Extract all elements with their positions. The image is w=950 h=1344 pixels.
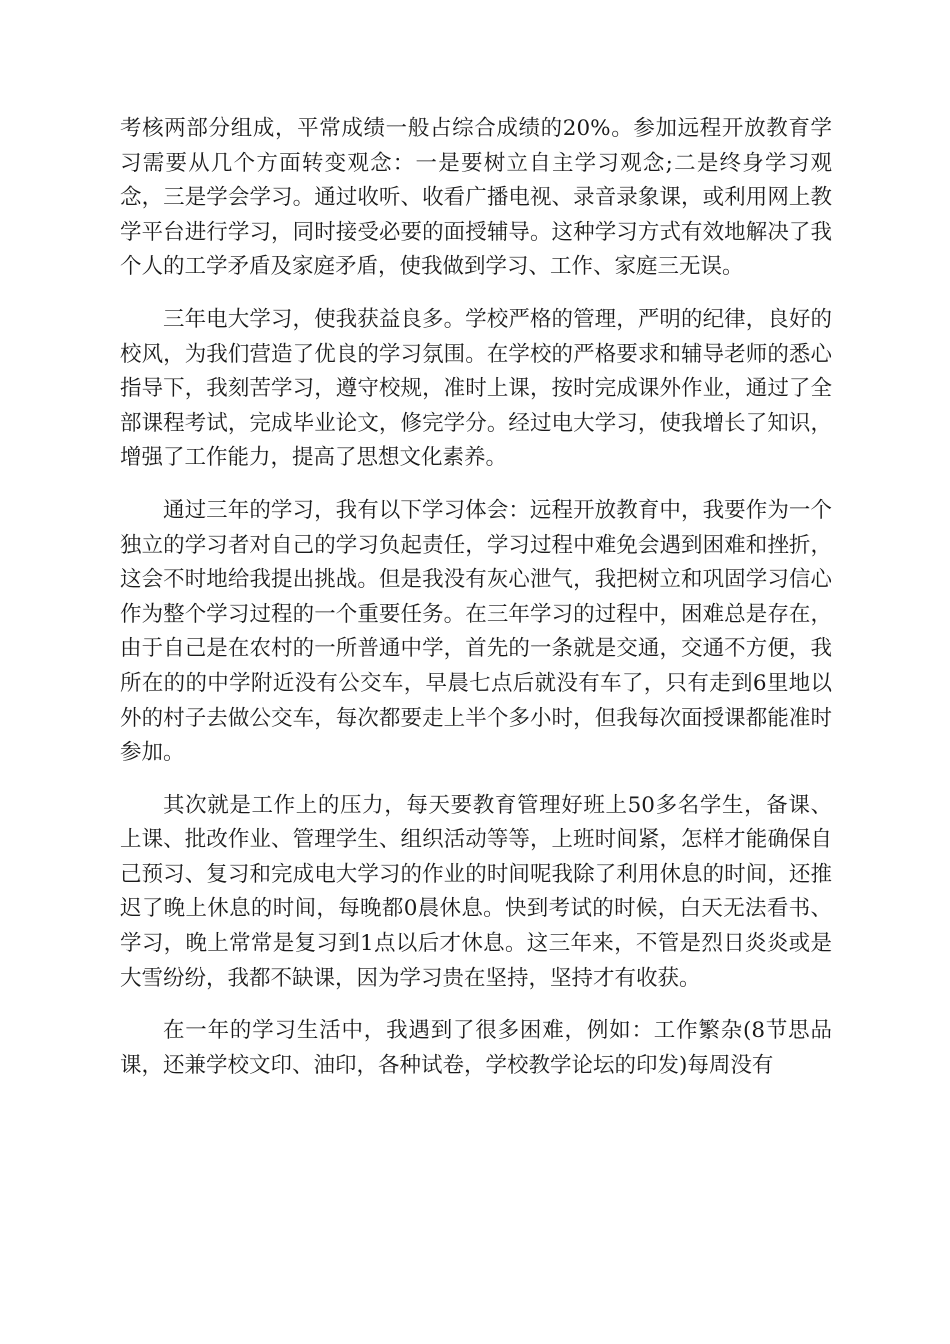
paragraph-2: 三年电大学习，使我获益良多。学校严格的管理，严明的纪律，良好的校风，为我们营造了优良的学习氛围。在学校的严格要求和辅导老师的悉心指导下，我刻苦学习，遵守校规，准时上课，按时完成课外作业，通过了全部课程考试，完成毕业论文，修完学分。经过电大学习，使我增长了知识，增强了工作能力，提高了思想文化素养。 [120, 306, 832, 471]
paragraph-5: 在一年的学习生活中，我遇到了很多困难，例如：工作繁杂(8节思品课，还兼学校文印、油印，各种试卷，学校教学论坛的印发)每周没有 [120, 1018, 832, 1078]
document-body [120, 112, 832, 1101]
paragraph-3: 通过三年的学习，我有以下学习体会：远程开放教育中，我要作为一个独立的学习者对自己的学习负起责任，学习过程中难免会遇到困难和挫折，这会不时地给我提出挑战。但是我没有灰心泄气，我把树立和巩固学习信心作为整个学习过程的一个重要任务。在三年学习的过程中，困难总是存在，由于自己是在农村的一所普通中学，首先的一条就是交通，交通不方便，我所在的的中学附近没有公交车，早晨七点后就没有车了，只有走到6里地以外的村子去做公交车，每次都要走上半个多小时，但我每次面授课都能准时参加。 [120, 497, 832, 766]
paragraph-4: 其次就是工作上的压力，每天要教育管理好班上50多名学生，备课、上课、批改作业、管理学生、组织活动等等，上班时间紧，怎样才能确保自己预习、复习和完成电大学习的作业的时间呢我除了利用休息的时间，还推迟了晚上休息的时间，每晚都0晨休息。快到考试的时候，白天无法看书、学习，晚上常常是复习到1点以后才休息。这三年来，不管是烈日炎炎或是大雪纷纷，我都不缺课，因为学习贵在坚持，坚持才有收获。 [120, 792, 832, 991]
paragraph-1: 考核两部分组成，平常成绩一般占综合成绩的20%。参加远程开放教育学习需要从几个方面转变观念：一是要树立自主学习观念;二是终身学习观念，三是学会学习。通过收听、收看广播电视、录音录象课，或利用网上教学平台进行学习，同时接受必要的面授辅导。这种学习方式有效地解决了我个人的工学矛盾及家庭矛盾，使我做到学习、工作、家庭三无误。 [120, 116, 832, 280]
